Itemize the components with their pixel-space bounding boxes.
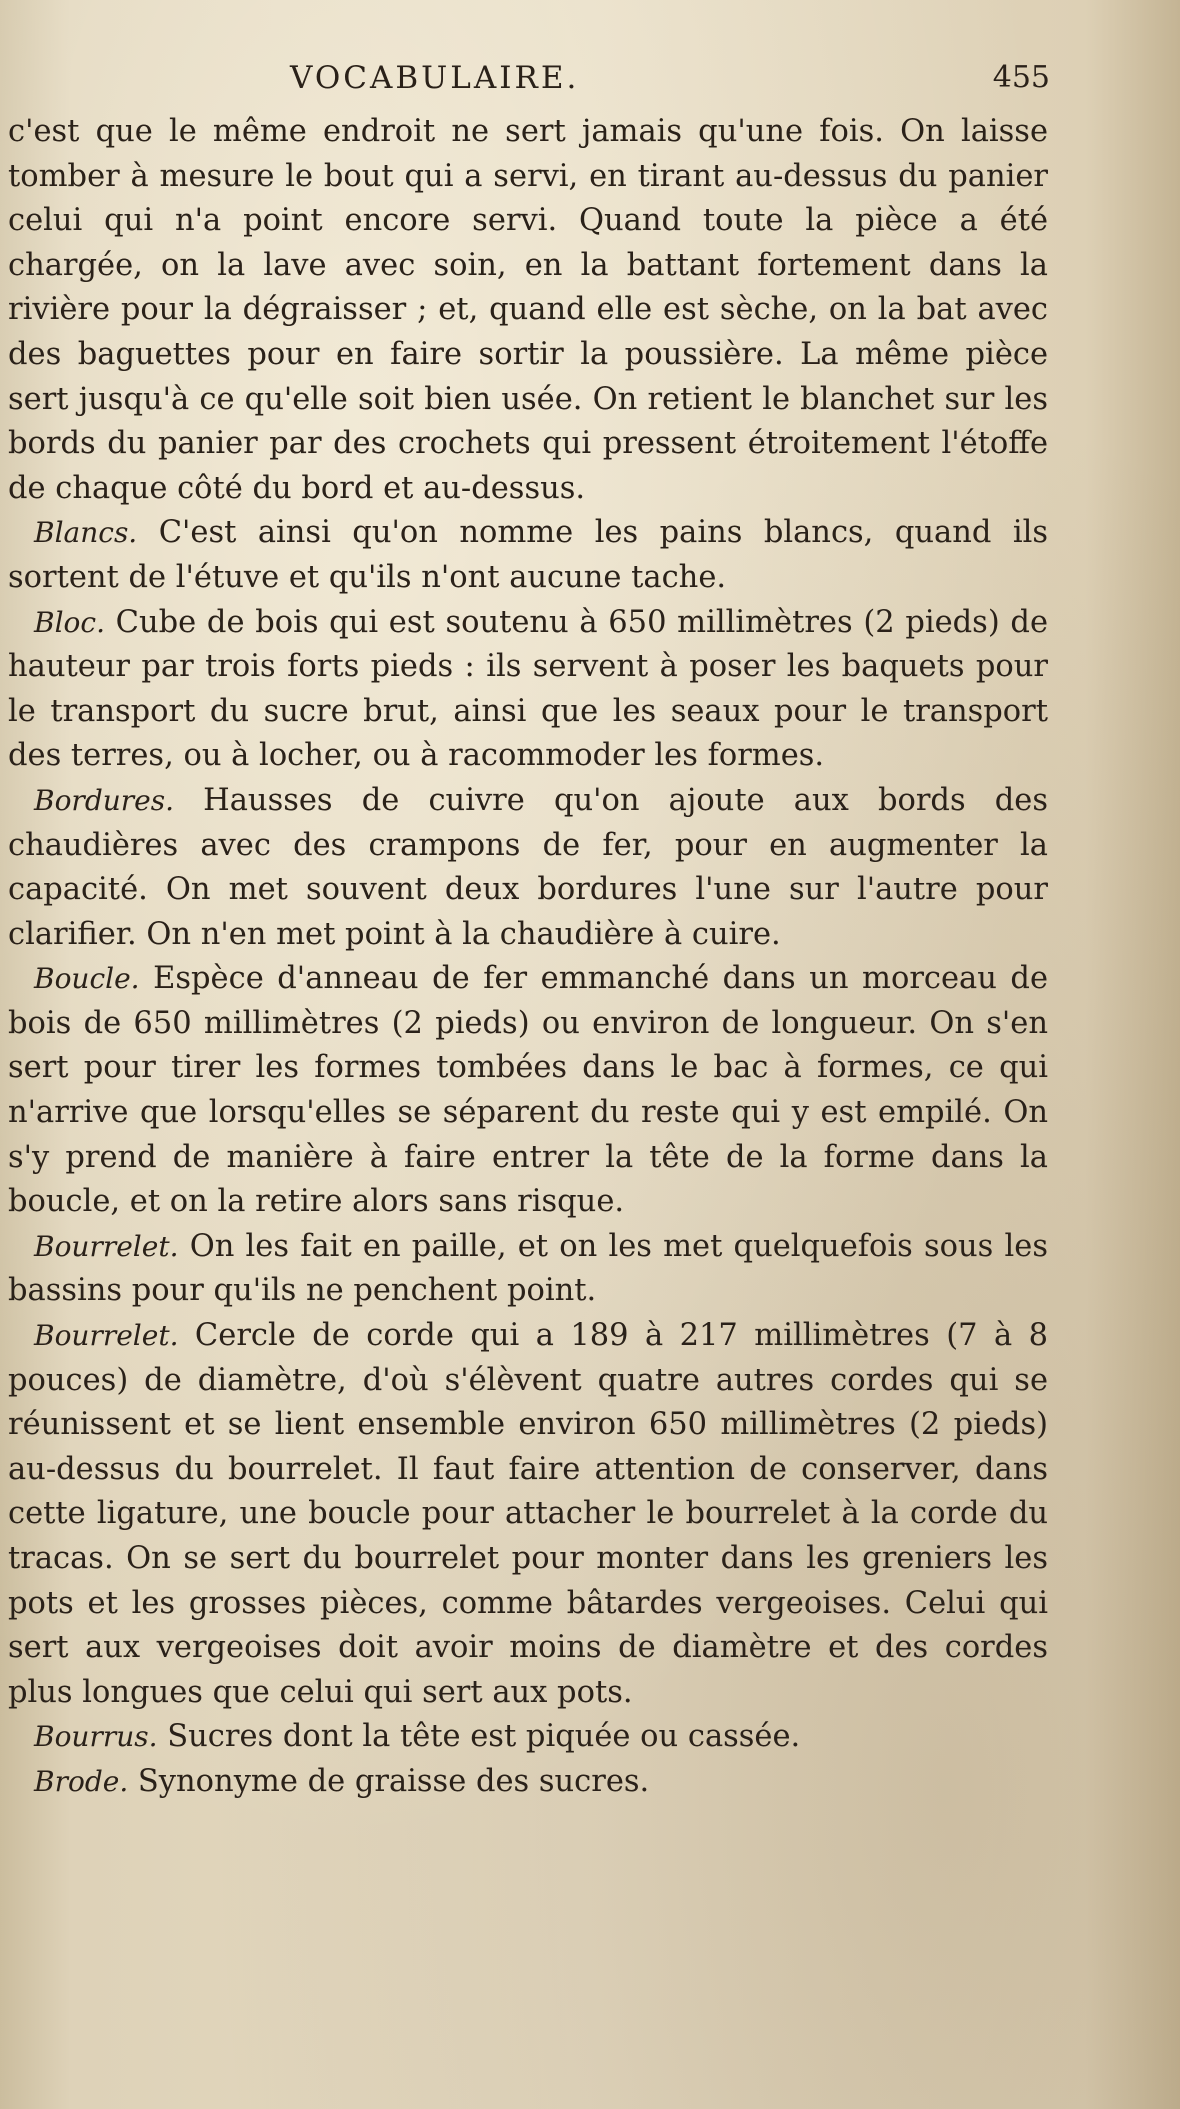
entry-term: Bloc. <box>34 605 105 639</box>
entry-definition: On les fait en paille, et on les met quelquefois sous les bassins pour qu'ils ne penchent point. <box>8 1228 1048 1309</box>
continuation-paragraph: c'est que le même endroit ne sert jamais qu'une fois. On laisse tomber à mesure le bout qui a servi, en tirant au-dessus du panier celui qui n'a point encore servi. Quand toute la pièce a été chargée, on la lave avec soin, en la battant fortement dans la rivière pour la dégraisser ; et, quand elle est sèche, on la bat avec des baguettes pour en faire sortir la poussière. La même pièce sert jusqu'à ce qu'elle soit bien usée. On retient le blanchet sur les bords du panier par des crochets qui pressent étroitement l'étoffe de chaque côté du bord et au-dessus. <box>8 114 1048 506</box>
glossary-entry-bordures <box>8 779 1048 957</box>
page-body <box>8 110 1048 1805</box>
page-header <box>0 60 1180 100</box>
entry-term: Brode. <box>34 1764 129 1798</box>
glossary-entry-brode <box>8 1760 1048 1805</box>
entry-definition: Hausses de cuivre qu'on ajoute aux bords des chaudières avec des crampons de fer, pour en augmenter la capacité. On met souvent deux bordures l'une sur l'autre pour clarifier. On n'en met point à la chaudière à cuire. <box>8 782 1048 952</box>
entry-definition: Cube de bois qui est soutenu à 650 millimètres (2 pieds) de hauteur par trois forts pieds : ils servent à poser les baquets pour le transport du sucre brut, ainsi que les seaux pour le transport des terres, ou à locher, ou à racommoder les formes. <box>8 604 1048 774</box>
entry-definition: Espèce d'anneau de fer emmanché dans un morceau de bois de 650 millimètres (2 pieds) ou environ de longueur. On s'en sert pour tirer les formes tombées dans le bac à formes, ce qui n'arrive que lorsqu'elles se séparent du reste qui y est empilé. On s'y prend de manière à faire entrer la tête de la forme dans la boucle, et on la retire alors sans risque. <box>8 961 1048 1220</box>
entry-definition: Sucres dont la tête est piquée ou cassée. <box>157 1719 801 1755</box>
entry-term: Bourrelet. <box>34 1319 179 1353</box>
glossary-entry-boucle <box>8 957 1048 1225</box>
glossary-entry-bourrelet-corde <box>8 1314 1048 1715</box>
page-number: 455 <box>992 60 1050 95</box>
entry-term: Bordures. <box>34 783 174 817</box>
entry-definition: C'est ainsi qu'on nomme les pains blancs, quand ils sortent de l'étuve et qu'ils n'ont aucune tache. <box>8 515 1048 595</box>
entry-term: Blancs. <box>34 516 138 550</box>
glossary-entry-bourrelet-paille <box>8 1225 1048 1314</box>
entry-definition: Cercle de corde qui a 189 à 217 millimètres (7 à 8 pouces) de diamètre, d'où s'élèvent quatre autres cordes qui se réunissent et se lient ensemble environ 650 millimètres (2 pieds) au-dessus du bourrelet. Il faut faire attention de conserver, dans cette ligature, une boucle pour attacher le bourrelet à la corde du tracas. On se sert du bourrelet pour monter dans les greniers les pots et les grosses pièces, comme bâtardes vergeoises. Celui qui sert aux vergeoises doit avoir moins de diamètre et des cordes plus longues que celui qui sert aux pots. <box>8 1318 1048 1710</box>
entry-term: Boucle. <box>34 962 140 996</box>
entry-term: Bourrus. <box>34 1720 158 1754</box>
running-title: VOCABULAIRE. <box>290 60 580 96</box>
glossary-entry-bloc <box>8 601 1048 779</box>
glossary-entry-blancs <box>8 511 1048 600</box>
glossary-entry-bourrus <box>8 1715 1048 1760</box>
entry-term: Bourrelet. <box>34 1229 179 1263</box>
entry-definition: Synonyme de graisse des sucres. <box>128 1763 650 1799</box>
